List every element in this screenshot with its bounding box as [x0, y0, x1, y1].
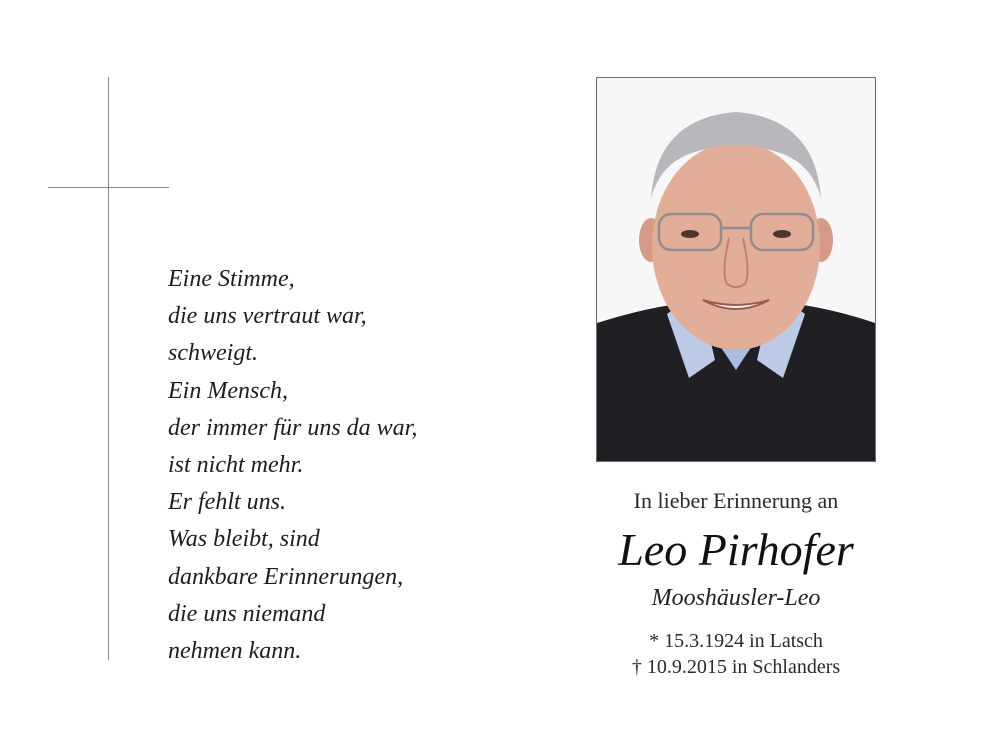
birth-date: * 15.3.1924 in Latsch: [649, 630, 823, 652]
cross-vertical-beam: [108, 77, 109, 660]
poem-line: nehmen kann.: [168, 638, 302, 665]
poem-line: schweigt.: [168, 340, 258, 367]
memorial-intro: In lieber Erinnerung an: [633, 488, 839, 513]
poem-line: Ein Mensch,: [168, 377, 288, 404]
cross-horizontal-beam: [48, 187, 169, 188]
death-date: † 10.9.2015 in Schlanders: [631, 656, 841, 678]
poem-line: dankbare Erinnerungen,: [168, 563, 404, 590]
poem-line: der immer für uns da war,: [168, 414, 418, 441]
poem-line: ist nicht mehr.: [168, 452, 304, 479]
deceased-name: Leo Pirhofer: [618, 524, 854, 575]
deceased-nickname: Mooshäusler-Leo: [651, 585, 821, 611]
poem-line: die uns niemand: [168, 600, 326, 627]
poem-line: Eine Stimme,: [168, 266, 295, 292]
poem-line: Was bleibt, sind: [168, 526, 320, 553]
poem: [168, 261, 417, 670]
poem-line: die uns vertraut war,: [168, 303, 367, 330]
portrait-illustration: [597, 78, 875, 461]
poem-line: Er fehlt uns.: [168, 489, 286, 516]
portrait-photo: [596, 77, 876, 462]
